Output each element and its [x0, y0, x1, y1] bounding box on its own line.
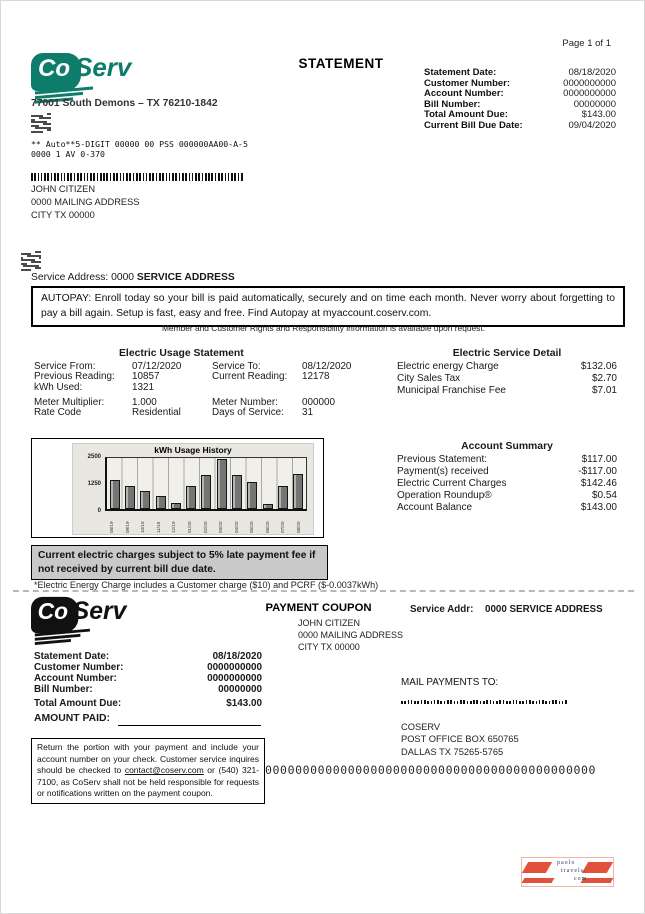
stamp-stripe: [522, 862, 552, 873]
return-text: or (540) 321-7100, as CoServ shall not be held responsible for requests or notifications written on the payment coupon.: [37, 765, 260, 799]
usage-value: 07/12/2020: [132, 361, 182, 372]
usage-value: 1321: [132, 381, 154, 393]
coupon-recipient-address2: CITY TX 00000: [298, 642, 360, 652]
coserv-logo-co: Co: [37, 598, 69, 625]
charge-label: Electric energy Charge: [397, 361, 499, 372]
info-label: Customer Number:: [424, 77, 511, 89]
chart-y-tick: 1250: [87, 481, 101, 487]
charge-label: City Sales Tax: [397, 373, 461, 384]
usage-label: Previous Reading:: [34, 371, 115, 383]
recipient-address1: 0000 MAILING ADDRESS: [31, 197, 140, 208]
usage-bar: [263, 504, 273, 509]
summary-row: [397, 466, 617, 478]
info-value: 0000000000: [563, 88, 616, 100]
watermark-stamp: [521, 857, 614, 887]
chart-x-label: 05/20: [249, 521, 255, 533]
chart-x-label: 03/20: [218, 521, 224, 533]
usage-bar: [293, 474, 303, 509]
charge-value: $7.01: [591, 385, 617, 396]
autopay-notice-box: AUTOPAY: Enroll today so your bill is paid automatically, securely and on time each month. Never worry about forgetting to pay a bill again. Setup is fast, easy and free. Find Autopay at myaccount.coserv.com.: [31, 286, 625, 327]
usage-value: 1.000: [132, 396, 157, 408]
summary-row: [397, 502, 617, 514]
usage-value: 000000: [302, 396, 335, 408]
info-value: 00000000: [573, 98, 616, 110]
recipient-address2: CITY TX 00000: [31, 210, 95, 221]
stamp-text-line3: com: [574, 876, 588, 882]
usage-value: [302, 383, 334, 393]
chart-x-label: 12/19: [171, 521, 177, 533]
coupon-recipient-block: [298, 617, 403, 653]
mail-sort-line1: ** Auto**5-DIGIT 00000 00 PSS 000000AA00-A-5: [31, 139, 248, 149]
usage-bar: [140, 491, 150, 509]
coupon-info-label: Statement Date:: [34, 651, 110, 662]
summary-value: $0.54: [591, 490, 617, 501]
summary-row: [397, 490, 617, 502]
coserv-coupon-logo: [31, 595, 143, 644]
summary-value: $143.00: [580, 502, 617, 513]
stamp-stripe: [522, 878, 555, 883]
charge-row: [397, 373, 617, 385]
electric-usage-statement: [34, 348, 352, 419]
charge-label: Municipal Franchise Fee: [397, 385, 506, 396]
usage-row: [34, 408, 334, 418]
chart-x-label: 11/19: [155, 521, 161, 533]
usage-label: Days of Service:: [212, 407, 284, 419]
mail-sort-code: [31, 140, 248, 159]
usage-label: Current Reading:: [212, 371, 288, 383]
coupon-info-value: 0000000000: [207, 673, 262, 684]
coupon-info-label: Total Amount Due:: [34, 698, 122, 709]
mail-sort-line2: 0000 1 AV 0-370: [31, 148, 105, 159]
summary-label: Previous Statement:: [397, 454, 488, 465]
info-value: 09/04/2020: [568, 119, 616, 131]
payment-coupon-title: PAYMENT COUPON: [265, 602, 372, 614]
stamp-text-line1: paolo: [557, 860, 576, 866]
payee-address2: DALLAS TX 75265-5765: [401, 746, 504, 757]
usage-label: [212, 383, 302, 393]
info-row: [424, 121, 616, 132]
info-row: [424, 68, 616, 79]
info-label: Bill Number:: [424, 98, 481, 110]
usage-bar: [125, 486, 135, 509]
summary-value: $117.00: [581, 454, 617, 465]
qr-code-icon: [21, 251, 41, 271]
usage-label: Meter Multiplier:: [34, 396, 105, 408]
usage-label: Rate Code: [34, 407, 82, 419]
mail-payments-label: MAIL PAYMENTS TO:: [401, 677, 499, 688]
usage-bar: [201, 475, 211, 509]
page-indicator: Page 1 of 1: [562, 38, 611, 49]
stamp-stripe: [582, 862, 613, 873]
usage-row: [34, 383, 334, 393]
payee-name: COSERV: [401, 722, 441, 732]
coserv-logo-serv: Serv: [72, 595, 127, 625]
info-label: Current Bill Due Date:: [424, 119, 523, 131]
charge-value: $132.06: [580, 361, 617, 372]
coupon-info-row: [34, 698, 262, 709]
summary-row: [397, 454, 617, 466]
coserv-logo-line: [35, 639, 71, 645]
chart-x-label: 06/20: [264, 521, 270, 533]
charge-row: [397, 361, 617, 373]
usage-value: 12178: [302, 371, 330, 383]
summary-label: Electric Current Charges: [397, 478, 507, 489]
summary-label: Account Balance: [397, 502, 473, 513]
member-rights-note: Member and Customer Rights and Responsibility information is available upon request.: [161, 323, 486, 333]
usage-bar: [156, 496, 166, 509]
info-label: Statement Date:: [424, 67, 497, 78]
coupon-recipient-address1: 0000 MAILING ADDRESS: [298, 630, 404, 640]
chart-x-label: 10/19: [140, 521, 146, 533]
perforation-line: [13, 590, 634, 592]
usage-bar: [110, 480, 120, 509]
summary-value: $142.46: [580, 478, 617, 489]
usage-bar: [278, 486, 288, 509]
coupon-info-row: [34, 662, 262, 673]
service-addr-value: 0000 SERVICE ADDRESS: [485, 604, 603, 615]
statement-info-table: [424, 68, 616, 132]
chart-title: kWh Usage History: [154, 445, 232, 455]
usage-bar: [232, 475, 242, 509]
usage-value: 08/12/2020: [302, 361, 352, 372]
usage-label: Meter Number:: [212, 396, 278, 408]
qr-code-icon: [31, 113, 51, 133]
usage-bar: [247, 482, 257, 509]
chart-y-tick: 0: [97, 508, 101, 514]
usage-label: kWh Used:: [34, 381, 83, 393]
info-label: Account Number:: [424, 88, 504, 100]
coupon-info-value: 0000000000: [207, 662, 262, 673]
account-summary-title: Account Summary: [461, 441, 553, 452]
coupon-info-label: Customer Number:: [34, 662, 124, 673]
contact-email-link[interactable]: contact@coserv.com: [124, 765, 204, 776]
chart-x-label: 07/20: [280, 521, 286, 533]
chart-y-tick: 2500: [87, 454, 101, 460]
coupon-info-value: $143.00: [226, 698, 262, 709]
ocr-scan-line: 00000000000000000000000000000000000000000000: [265, 763, 597, 777]
chart-x-label: 04/20: [233, 521, 239, 533]
coupon-info-row: [34, 651, 262, 662]
service-addr-label: Service Addr:: [410, 604, 474, 615]
page-title: STATEMENT: [298, 56, 384, 71]
charge-value: $2.70: [591, 373, 617, 384]
coupon-info-table: [34, 651, 262, 709]
coupon-recipient-name: JOHN CITIZEN: [298, 618, 360, 628]
amount-paid-field[interactable]: [118, 725, 261, 726]
summary-label: Payment(s) received: [397, 466, 489, 477]
chart-bars: [105, 457, 307, 511]
summary-label: Operation Roundup®: [397, 490, 492, 501]
info-label: Total Amount Due:: [424, 109, 508, 121]
recipient-name: JOHN CITIZEN: [31, 184, 96, 194]
electric-service-detail: [397, 348, 617, 397]
usage-bar: [186, 486, 196, 509]
return-text: Return the portion with your payment and include your account number on your check. Customer service inquires should be checked to: [37, 742, 259, 776]
chart-x-label: 08/20: [295, 521, 301, 533]
usage-history-chart: [72, 443, 314, 535]
chart-x-label: 01/20: [187, 521, 193, 533]
payee-address-block: [401, 721, 519, 758]
chart-x-label: 09/19: [124, 521, 130, 533]
payee-address1: POST OFFICE BOX 650765: [401, 734, 519, 745]
coupon-info-value: 00000000: [218, 684, 262, 695]
coupon-info-row: [34, 673, 262, 684]
coserv-logo-co: Co: [38, 55, 70, 82]
chart-y-axis: [75, 454, 103, 514]
intelligent-mail-barcode: [31, 168, 246, 181]
info-value: 0000000000: [563, 77, 616, 89]
energy-charge-footnote: *Electric Energy Charge includes a Customer charge ($10) and PCRF ($-0.0037kWh): [34, 580, 379, 590]
service-address-line: [31, 272, 235, 283]
usage-history-chart-box: [31, 438, 324, 538]
service-address-value: SERVICE ADDRESS: [136, 272, 235, 283]
chart-xlabels: [105, 513, 307, 533]
chart-x-label: 02/20: [202, 521, 208, 533]
amount-paid-label: AMOUNT PAID:: [34, 713, 110, 724]
usage-value: Residential: [132, 407, 181, 419]
usage-title: Electric Usage Statement: [119, 348, 244, 359]
recipient-address-block: [31, 183, 140, 223]
coupon-info-label: Account Number:: [34, 673, 117, 684]
coupon-info-row: [34, 684, 262, 695]
summary-value: -$117.00: [578, 466, 617, 477]
usage-label: Service To:: [212, 361, 261, 372]
info-value: $143.00: [581, 109, 616, 121]
coupon-service-addr: [410, 604, 603, 615]
charge-row: [397, 385, 617, 397]
account-summary: [397, 441, 617, 514]
service-detail-title: Electric Service Detail: [452, 348, 562, 359]
service-address-prefix: Service Address: 0000: [31, 272, 137, 283]
stamp-text-line2: travels.: [561, 868, 587, 874]
usage-bar: [217, 459, 227, 509]
usage-value: 31: [302, 407, 313, 419]
usage-bar: [171, 503, 181, 509]
usage-label: Service From:: [34, 361, 96, 372]
coserv-logo-serv: Serv: [75, 52, 132, 82]
late-fee-notice: Current electric charges subject to 5% late payment fee if not received by current bill due date.: [31, 545, 328, 580]
chart-x-label: 08/19: [109, 521, 115, 533]
info-value: 08/18/2020: [568, 67, 616, 78]
coserv-logo: [31, 51, 149, 103]
utility-address: 77001 South Demons – TX 76210-1842: [31, 98, 218, 109]
intelligent-mail-barcode: [401, 691, 571, 704]
coupon-info-label: Bill Number:: [34, 684, 93, 695]
usage-value: 10857: [132, 371, 160, 383]
summary-row: [397, 478, 617, 490]
coupon-info-value: 08/18/2020: [212, 651, 262, 662]
return-instructions-box: [31, 738, 265, 804]
